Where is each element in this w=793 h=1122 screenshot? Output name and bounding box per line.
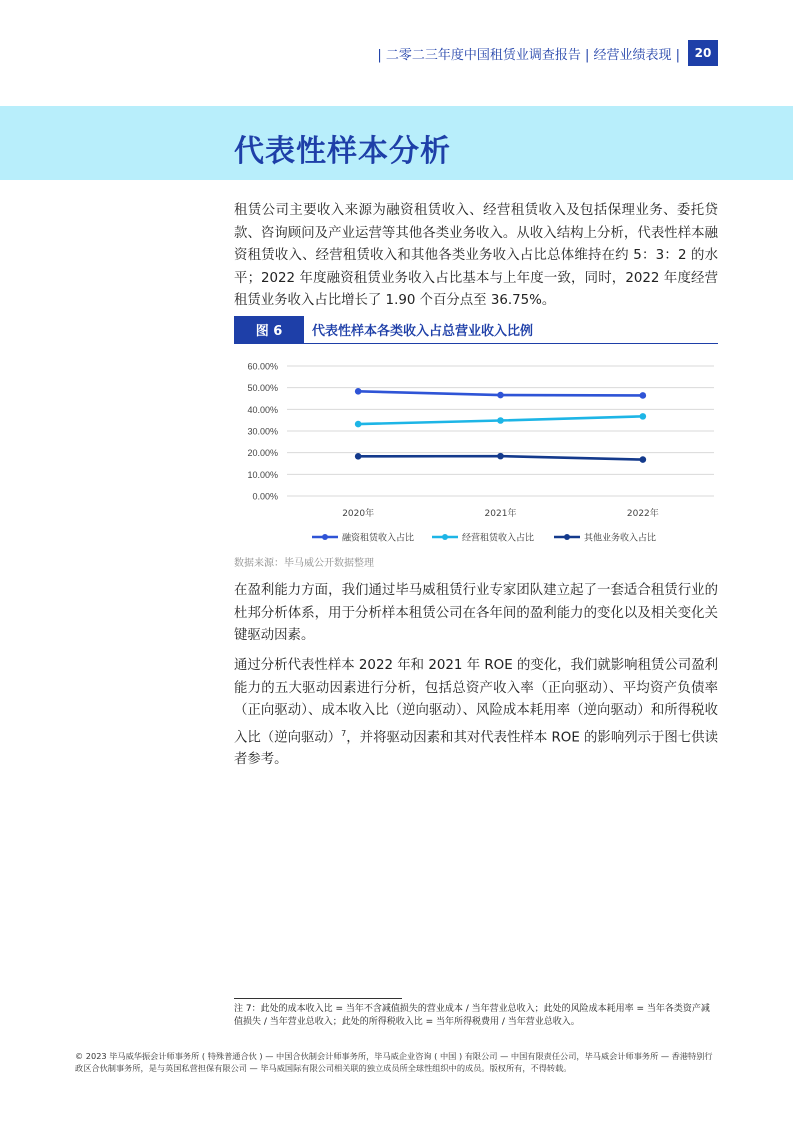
data-point [355, 421, 362, 428]
figure-title-bar [234, 316, 718, 344]
y-tick-label: 30.00% [247, 426, 278, 437]
line-chart [234, 352, 718, 552]
x-tick-label: 2022年 [626, 509, 659, 519]
legend-marker [322, 534, 328, 540]
y-tick-label: 50.00% [247, 383, 278, 394]
data-source: 数据来源：毕马威公开数据整理 [234, 558, 374, 569]
legend-label: 融资租赁收入占比 [342, 533, 415, 544]
legend-marker [442, 534, 448, 540]
copyright-notice: © 2023 毕马威华振会计师事务所 ( 特殊普通合伙 ) — 中国合伙制会计师事务所，毕马威企业咨询 ( 中国 ) 有限公司 — 中国有限责任公司，毕马威会计师事务所 — 香港特别行政区合伙制事务所，是与英国私营担保有限公司 — 毕马威国际有限公司相关联的独立成员所全球性组织中的成员。版权所有，不得转载。 [75, 1051, 713, 1073]
paragraph-roe-main: 通过分析代表性样本 2022 年和 2021 年 ROE 的变化，我们就影响租赁公司盈利能力的五大驱动因素进行分析，包括总资产收入率（正向驱动）、平均资产负债率（正向驱动）、成本收入比（逆向驱动）、风险成本耗用率（逆向驱动）和所得税收入比（逆向驱动） [234, 658, 718, 745]
figure-label: 图 6 [234, 316, 304, 343]
legend-label: 其他业务收入占比 [584, 533, 657, 544]
page-header [377, 40, 718, 66]
title-band [0, 106, 793, 180]
data-point [640, 413, 647, 420]
data-point [355, 453, 362, 460]
paragraph-roe-drivers [234, 655, 718, 772]
x-tick-label: 2021年 [484, 509, 517, 519]
page-number: 20 [688, 40, 718, 66]
paragraph-roe-tail: ，并将驱动因素和其对代表性样本 ROE 的影响列示于图七供读者参考。 [234, 729, 718, 768]
paragraph-revenue-structure: 租赁公司主要收入来源为融资租赁收入、经营租赁收入及包括保理业务、委托贷款、咨询顾问及产业运营等其他各类业务收入。从收入结构上分析，代表性样本融资租赁收入、经营租赁收入和其他各类业务收入占比总体维持在约 5：3：2 的水平；2022 年度融资租赁业务收入占比基本与上年度一致，同时，2022 年度经营租赁业务收入占比增长了 1.90 个百分点至 36.75%。 [234, 203, 718, 308]
y-tick-label: 60.00% [247, 361, 278, 372]
data-point [497, 392, 504, 399]
data-point [497, 453, 504, 460]
y-tick-label: 0.00% [252, 491, 278, 502]
data-point [640, 392, 647, 399]
paragraph-profitability: 在盈利能力方面，我们通过毕马威租赁行业专家团队建立起了一套适合租赁行业的杜邦分析体系，用于分析样本租赁公司在各年间的盈利能力的变化以及相关变化关键驱动因素。 [234, 583, 718, 643]
footnote: 注 7：此处的成本收入比 = 当年不含减值损失的营业成本 / 当年营业总收入；此处的风险成本耗用率 = 当年各类资产减值损失 / 当年营业总收入；此处的所得税收入比 = 当年所得税费用 / 当年营业总收入。 [234, 1004, 710, 1027]
x-tick-label: 2020年 [342, 509, 375, 519]
page-title: 代表性样本分析 [234, 134, 451, 169]
data-point [640, 456, 647, 463]
legend-label: 经营租赁收入占比 [462, 533, 535, 544]
footnote-divider [234, 998, 402, 999]
legend-marker [564, 534, 570, 540]
data-point [355, 388, 362, 395]
y-tick-label: 20.00% [247, 448, 278, 459]
footnote-ref: 7 [341, 728, 347, 738]
header-breadcrumb: | 二零二三年度中国租赁业调查报告 | 经营业绩表现 | [377, 47, 680, 63]
figure-caption: 代表性样本各类收入占总营业收入比例 [312, 324, 534, 339]
y-tick-label: 40.00% [247, 404, 278, 415]
data-point [497, 417, 504, 424]
y-tick-label: 10.00% [247, 469, 278, 480]
